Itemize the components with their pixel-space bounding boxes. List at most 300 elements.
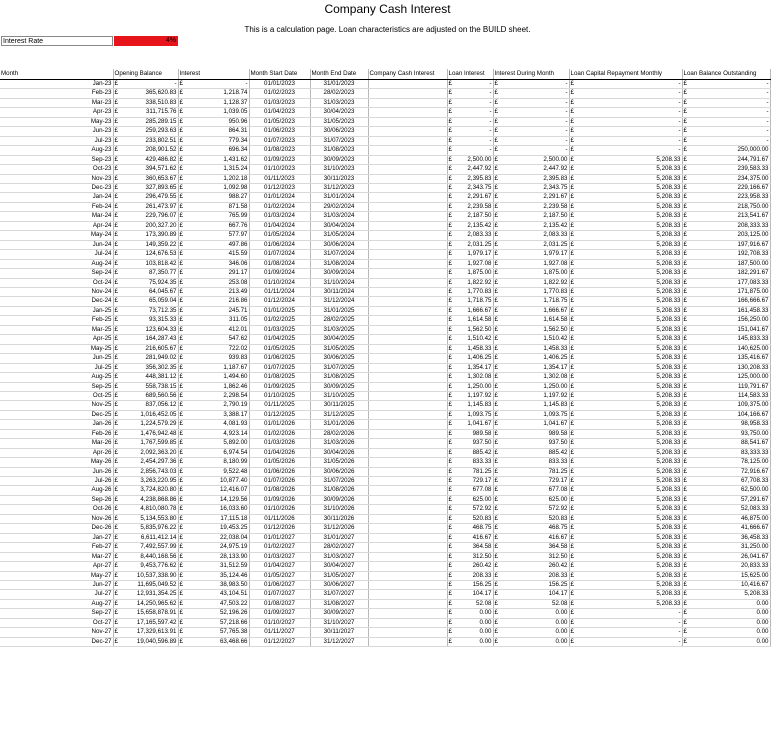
table-cell[interactable]: 30/06/2026 <box>310 467 368 476</box>
table-cell[interactable] <box>493 183 569 192</box>
table-cell[interactable]: Aug-26 <box>0 486 113 495</box>
table-cell[interactable]: 01/08/2026 <box>249 486 310 495</box>
table-cell[interactable] <box>368 448 447 457</box>
table-cell[interactable] <box>368 618 447 627</box>
table-cell[interactable]: 31/12/2027 <box>310 637 368 646</box>
table-cell[interactable] <box>368 514 447 523</box>
table-cell[interactable] <box>447 410 493 419</box>
table-cell[interactable]: Oct-25 <box>0 391 113 400</box>
table-cell[interactable] <box>113 391 178 400</box>
table-cell[interactable]: 31/08/2026 <box>310 486 368 495</box>
table-cell[interactable] <box>178 80 249 89</box>
table-cell[interactable] <box>368 420 447 429</box>
table-cell[interactable] <box>569 212 682 221</box>
table-cell[interactable] <box>368 306 447 315</box>
table-cell[interactable]: 30/04/2023 <box>310 108 368 117</box>
table-cell[interactable] <box>569 297 682 306</box>
table-cell[interactable] <box>493 354 569 363</box>
table-cell[interactable] <box>113 108 178 117</box>
table-cell[interactable]: Mar-23 <box>0 98 113 107</box>
table-cell[interactable]: 01/02/2025 <box>249 316 310 325</box>
table-cell[interactable] <box>493 193 569 202</box>
table-cell[interactable] <box>113 240 178 249</box>
table-cell[interactable]: 01/01/2024 <box>249 193 310 202</box>
table-cell[interactable] <box>178 89 249 98</box>
table-cell[interactable] <box>113 269 178 278</box>
table-cell[interactable] <box>178 524 249 533</box>
table-cell[interactable]: Feb-26 <box>0 429 113 438</box>
table-cell[interactable] <box>368 183 447 192</box>
table-cell[interactable] <box>368 269 447 278</box>
table-cell[interactable] <box>447 269 493 278</box>
table-cell[interactable]: 01/02/2023 <box>249 89 310 98</box>
table-cell[interactable] <box>493 467 569 476</box>
table-cell[interactable]: Dec-27 <box>0 637 113 646</box>
table-cell[interactable] <box>447 458 493 467</box>
table-cell[interactable] <box>178 429 249 438</box>
table-cell[interactable]: Apr-25 <box>0 335 113 344</box>
table-cell[interactable] <box>178 401 249 410</box>
table-cell[interactable]: 31/08/2023 <box>310 146 368 155</box>
table-cell[interactable] <box>447 240 493 249</box>
table-cell[interactable]: 01/01/2026 <box>249 420 310 429</box>
table-cell[interactable] <box>569 221 682 230</box>
table-cell[interactable]: 01/10/2023 <box>249 165 310 174</box>
table-cell[interactable] <box>682 127 770 136</box>
table-cell[interactable] <box>447 278 493 287</box>
table-cell[interactable] <box>113 174 178 183</box>
table-cell[interactable]: Apr-24 <box>0 221 113 230</box>
table-cell[interactable] <box>368 316 447 325</box>
table-cell[interactable] <box>447 637 493 646</box>
table-cell[interactable] <box>569 165 682 174</box>
table-cell[interactable]: 31/03/2023 <box>310 98 368 107</box>
table-cell[interactable] <box>569 391 682 400</box>
table-cell[interactable] <box>682 354 770 363</box>
table-cell[interactable]: 30/04/2025 <box>310 335 368 344</box>
table-cell[interactable]: Sep-27 <box>0 609 113 618</box>
table-cell[interactable]: 31/05/2027 <box>310 571 368 580</box>
table-cell[interactable] <box>113 543 178 552</box>
table-cell[interactable] <box>113 354 178 363</box>
table-cell[interactable] <box>447 344 493 353</box>
table-cell[interactable]: Jun-26 <box>0 467 113 476</box>
table-cell[interactable] <box>368 250 447 259</box>
table-cell[interactable] <box>493 259 569 268</box>
table-cell[interactable]: May-25 <box>0 344 113 353</box>
table-cell[interactable] <box>493 581 569 590</box>
table-cell[interactable]: Sep-24 <box>0 269 113 278</box>
table-cell[interactable]: 31/12/2026 <box>310 524 368 533</box>
table-cell[interactable]: 31/01/2026 <box>310 420 368 429</box>
table-cell[interactable]: Feb-27 <box>0 543 113 552</box>
table-cell[interactable]: Dec-25 <box>0 410 113 419</box>
table-cell[interactable] <box>682 467 770 476</box>
table-cell[interactable] <box>493 401 569 410</box>
table-cell[interactable] <box>368 429 447 438</box>
table-cell[interactable] <box>447 420 493 429</box>
table-cell[interactable] <box>178 306 249 315</box>
table-cell[interactable] <box>368 477 447 486</box>
table-cell[interactable]: 01/12/2026 <box>249 524 310 533</box>
table-cell[interactable] <box>493 552 569 561</box>
table-cell[interactable]: Oct-23 <box>0 165 113 174</box>
table-cell[interactable] <box>368 297 447 306</box>
table-cell[interactable]: 01/08/2027 <box>249 599 310 608</box>
table-cell[interactable] <box>113 590 178 599</box>
table-cell[interactable] <box>682 325 770 334</box>
table-cell[interactable] <box>447 183 493 192</box>
table-cell[interactable] <box>682 410 770 419</box>
table-cell[interactable]: Oct-24 <box>0 278 113 287</box>
table-cell[interactable] <box>113 505 178 514</box>
table-cell[interactable] <box>178 354 249 363</box>
table-cell[interactable]: 01/06/2027 <box>249 581 310 590</box>
table-cell[interactable] <box>178 136 249 145</box>
table-cell[interactable] <box>113 136 178 145</box>
table-cell[interactable] <box>178 590 249 599</box>
table-cell[interactable] <box>682 259 770 268</box>
table-cell[interactable] <box>682 174 770 183</box>
table-cell[interactable] <box>569 240 682 249</box>
table-cell[interactable] <box>682 269 770 278</box>
table-cell[interactable] <box>493 533 569 542</box>
table-cell[interactable] <box>493 410 569 419</box>
table-cell[interactable]: 31/01/2024 <box>310 193 368 202</box>
table-cell[interactable] <box>493 136 569 145</box>
table-cell[interactable] <box>569 117 682 126</box>
table-cell[interactable] <box>447 495 493 504</box>
table-cell[interactable] <box>113 306 178 315</box>
table-cell[interactable]: 31/03/2026 <box>310 439 368 448</box>
table-cell[interactable] <box>178 108 249 117</box>
table-cell[interactable]: 01/04/2027 <box>249 562 310 571</box>
table-cell[interactable] <box>493 571 569 580</box>
table-cell[interactable] <box>569 628 682 637</box>
table-cell[interactable]: 30/11/2023 <box>310 174 368 183</box>
table-cell[interactable] <box>447 335 493 344</box>
table-cell[interactable] <box>368 146 447 155</box>
table-cell[interactable]: 31/07/2024 <box>310 250 368 259</box>
table-cell[interactable]: 01/01/2027 <box>249 533 310 542</box>
table-cell[interactable] <box>113 609 178 618</box>
table-cell[interactable] <box>682 439 770 448</box>
table-cell[interactable] <box>178 193 249 202</box>
table-cell[interactable]: 01/03/2026 <box>249 439 310 448</box>
table-cell[interactable] <box>682 581 770 590</box>
table-cell[interactable] <box>368 439 447 448</box>
table-cell[interactable] <box>368 410 447 419</box>
table-cell[interactable] <box>178 420 249 429</box>
table-cell[interactable] <box>569 524 682 533</box>
table-cell[interactable] <box>113 439 178 448</box>
table-cell[interactable] <box>113 562 178 571</box>
table-cell[interactable] <box>178 373 249 382</box>
table-cell[interactable] <box>493 363 569 372</box>
table-cell[interactable]: 01/07/2024 <box>249 250 310 259</box>
table-cell[interactable] <box>178 571 249 580</box>
table-cell[interactable] <box>113 552 178 561</box>
table-cell[interactable] <box>493 269 569 278</box>
table-cell[interactable] <box>493 306 569 315</box>
table-cell[interactable] <box>178 628 249 637</box>
table-cell[interactable] <box>447 354 493 363</box>
table-cell[interactable] <box>368 581 447 590</box>
table-cell[interactable] <box>113 344 178 353</box>
table-cell[interactable] <box>569 127 682 136</box>
table-cell[interactable] <box>113 146 178 155</box>
table-cell[interactable] <box>113 477 178 486</box>
table-cell[interactable]: Feb-24 <box>0 202 113 211</box>
table-cell[interactable]: 31/05/2024 <box>310 231 368 240</box>
table-cell[interactable]: 30/09/2027 <box>310 609 368 618</box>
table-cell[interactable] <box>682 429 770 438</box>
table-cell[interactable]: Dec-26 <box>0 524 113 533</box>
table-cell[interactable]: 01/09/2023 <box>249 155 310 164</box>
table-cell[interactable]: 01/05/2025 <box>249 344 310 353</box>
table-cell[interactable]: Sep-23 <box>0 155 113 164</box>
table-cell[interactable] <box>368 127 447 136</box>
table-cell[interactable] <box>569 325 682 334</box>
table-cell[interactable] <box>493 429 569 438</box>
table-cell[interactable]: 01/01/2025 <box>249 306 310 315</box>
table-cell[interactable] <box>569 533 682 542</box>
table-cell[interactable]: Jan-26 <box>0 420 113 429</box>
table-cell[interactable] <box>113 80 178 89</box>
table-cell[interactable] <box>113 287 178 296</box>
table-cell[interactable] <box>682 420 770 429</box>
table-cell[interactable] <box>682 212 770 221</box>
table-cell[interactable] <box>113 486 178 495</box>
table-cell[interactable] <box>569 410 682 419</box>
table-cell[interactable] <box>178 514 249 523</box>
table-cell[interactable]: 01/03/2023 <box>249 98 310 107</box>
table-cell[interactable]: 30/06/2025 <box>310 354 368 363</box>
table-cell[interactable] <box>569 108 682 117</box>
table-cell[interactable] <box>569 269 682 278</box>
table-cell[interactable] <box>493 325 569 334</box>
table-cell[interactable] <box>178 287 249 296</box>
table-cell[interactable]: 31/10/2027 <box>310 618 368 627</box>
table-cell[interactable] <box>569 250 682 259</box>
table-cell[interactable]: 30/09/2026 <box>310 495 368 504</box>
table-cell[interactable] <box>178 562 249 571</box>
table-cell[interactable] <box>569 259 682 268</box>
table-cell[interactable]: Feb-23 <box>0 89 113 98</box>
table-cell[interactable] <box>682 571 770 580</box>
table-cell[interactable] <box>447 401 493 410</box>
table-cell[interactable]: 01/03/2024 <box>249 212 310 221</box>
table-cell[interactable] <box>178 486 249 495</box>
table-cell[interactable] <box>113 183 178 192</box>
table-cell[interactable] <box>682 458 770 467</box>
table-cell[interactable]: 01/02/2024 <box>249 202 310 211</box>
table-cell[interactable] <box>493 590 569 599</box>
table-cell[interactable] <box>368 174 447 183</box>
table-cell[interactable] <box>368 486 447 495</box>
table-cell[interactable]: 31/07/2027 <box>310 590 368 599</box>
table-cell[interactable] <box>178 477 249 486</box>
table-cell[interactable] <box>569 581 682 590</box>
table-cell[interactable] <box>493 231 569 240</box>
table-cell[interactable]: Sep-25 <box>0 382 113 391</box>
table-cell[interactable]: 01/11/2025 <box>249 401 310 410</box>
table-cell[interactable] <box>447 108 493 117</box>
table-cell[interactable] <box>178 495 249 504</box>
table-cell[interactable] <box>682 278 770 287</box>
table-cell[interactable]: 28/02/2023 <box>310 89 368 98</box>
table-cell[interactable] <box>682 401 770 410</box>
table-cell[interactable] <box>113 117 178 126</box>
table-cell[interactable] <box>493 344 569 353</box>
table-cell[interactable] <box>447 581 493 590</box>
table-cell[interactable]: Aug-23 <box>0 146 113 155</box>
table-cell[interactable]: Oct-27 <box>0 618 113 627</box>
table-cell[interactable] <box>569 439 682 448</box>
table-cell[interactable] <box>178 325 249 334</box>
table-cell[interactable] <box>493 155 569 164</box>
table-cell[interactable]: 01/09/2025 <box>249 382 310 391</box>
table-cell[interactable] <box>493 458 569 467</box>
table-cell[interactable] <box>368 165 447 174</box>
table-cell[interactable]: 01/06/2026 <box>249 467 310 476</box>
table-cell[interactable]: 31/01/2023 <box>310 80 368 89</box>
table-cell[interactable]: 01/11/2024 <box>249 287 310 296</box>
table-cell[interactable]: 31/07/2025 <box>310 363 368 372</box>
table-cell[interactable]: May-27 <box>0 571 113 580</box>
table-cell[interactable] <box>569 354 682 363</box>
table-cell[interactable] <box>493 505 569 514</box>
table-cell[interactable] <box>493 420 569 429</box>
table-cell[interactable] <box>569 316 682 325</box>
table-cell[interactable] <box>569 477 682 486</box>
table-cell[interactable] <box>113 325 178 334</box>
table-cell[interactable] <box>368 117 447 126</box>
table-cell[interactable] <box>113 533 178 542</box>
table-cell[interactable] <box>368 401 447 410</box>
table-cell[interactable]: 01/12/2024 <box>249 297 310 306</box>
table-cell[interactable] <box>113 581 178 590</box>
table-cell[interactable]: 01/08/2023 <box>249 146 310 155</box>
table-cell[interactable] <box>682 193 770 202</box>
table-cell[interactable] <box>493 495 569 504</box>
table-cell[interactable] <box>368 325 447 334</box>
table-cell[interactable]: 01/05/2026 <box>249 458 310 467</box>
table-cell[interactable] <box>113 193 178 202</box>
table-cell[interactable] <box>493 335 569 344</box>
table-cell[interactable] <box>447 543 493 552</box>
table-cell[interactable] <box>682 543 770 552</box>
table-cell[interactable] <box>493 448 569 457</box>
table-cell[interactable]: 31/03/2025 <box>310 325 368 334</box>
table-cell[interactable]: 01/04/2024 <box>249 221 310 230</box>
table-cell[interactable] <box>682 391 770 400</box>
table-cell[interactable] <box>447 287 493 296</box>
table-cell[interactable] <box>447 514 493 523</box>
table-cell[interactable] <box>113 524 178 533</box>
table-cell[interactable] <box>113 382 178 391</box>
table-cell[interactable]: 01/11/2023 <box>249 174 310 183</box>
table-cell[interactable] <box>493 287 569 296</box>
table-cell[interactable] <box>113 448 178 457</box>
table-cell[interactable] <box>493 165 569 174</box>
table-cell[interactable] <box>493 146 569 155</box>
table-cell[interactable]: Mar-27 <box>0 552 113 561</box>
table-cell[interactable]: 30/06/2027 <box>310 581 368 590</box>
table-cell[interactable] <box>368 609 447 618</box>
table-cell[interactable] <box>368 287 447 296</box>
table-cell[interactable] <box>447 571 493 580</box>
table-cell[interactable]: 31/01/2027 <box>310 533 368 542</box>
table-cell[interactable]: 31/10/2025 <box>310 391 368 400</box>
table-cell[interactable]: Mar-26 <box>0 439 113 448</box>
table-cell[interactable] <box>447 155 493 164</box>
table-cell[interactable]: Jul-26 <box>0 477 113 486</box>
table-cell[interactable]: 30/04/2026 <box>310 448 368 457</box>
table-cell[interactable] <box>682 221 770 230</box>
table-cell[interactable] <box>569 344 682 353</box>
table-cell[interactable]: 01/07/2023 <box>249 136 310 145</box>
table-cell[interactable]: 01/05/2024 <box>249 231 310 240</box>
table-cell[interactable]: Mar-25 <box>0 325 113 334</box>
table-cell[interactable] <box>368 98 447 107</box>
table-cell[interactable] <box>447 80 493 89</box>
table-cell[interactable]: 31/08/2024 <box>310 259 368 268</box>
table-cell[interactable] <box>682 505 770 514</box>
table-cell[interactable]: 01/01/2023 <box>249 80 310 89</box>
table-cell[interactable]: Apr-27 <box>0 562 113 571</box>
table-cell[interactable] <box>493 637 569 646</box>
table-cell[interactable]: 01/03/2027 <box>249 552 310 561</box>
table-cell[interactable] <box>493 382 569 391</box>
table-cell[interactable]: 28/02/2026 <box>310 429 368 438</box>
table-cell[interactable] <box>368 354 447 363</box>
table-cell[interactable] <box>493 439 569 448</box>
table-cell[interactable]: 31/12/2025 <box>310 410 368 419</box>
table-cell[interactable]: Aug-27 <box>0 599 113 608</box>
table-cell[interactable] <box>368 231 447 240</box>
table-cell[interactable] <box>682 552 770 561</box>
table-cell[interactable] <box>493 202 569 211</box>
table-cell[interactable] <box>493 609 569 618</box>
table-cell[interactable] <box>113 297 178 306</box>
table-cell[interactable] <box>569 363 682 372</box>
table-cell[interactable] <box>447 429 493 438</box>
table-cell[interactable] <box>113 335 178 344</box>
table-cell[interactable]: Nov-25 <box>0 401 113 410</box>
table-cell[interactable]: Aug-25 <box>0 373 113 382</box>
table-cell[interactable] <box>368 391 447 400</box>
table-cell[interactable] <box>569 429 682 438</box>
table-cell[interactable] <box>368 562 447 571</box>
table-cell[interactable]: 31/08/2025 <box>310 373 368 382</box>
table-cell[interactable] <box>682 628 770 637</box>
table-cell[interactable] <box>178 98 249 107</box>
table-cell[interactable] <box>178 581 249 590</box>
table-cell[interactable]: 31/05/2023 <box>310 117 368 126</box>
table-cell[interactable]: 01/11/2027 <box>249 628 310 637</box>
table-cell[interactable]: 31/10/2023 <box>310 165 368 174</box>
table-cell[interactable] <box>682 98 770 107</box>
table-cell[interactable]: Jul-25 <box>0 363 113 372</box>
table-cell[interactable] <box>569 552 682 561</box>
table-cell[interactable]: May-23 <box>0 117 113 126</box>
table-cell[interactable] <box>682 609 770 618</box>
table-cell[interactable] <box>178 183 249 192</box>
table-cell[interactable] <box>178 458 249 467</box>
table-cell[interactable] <box>493 514 569 523</box>
table-cell[interactable] <box>569 202 682 211</box>
